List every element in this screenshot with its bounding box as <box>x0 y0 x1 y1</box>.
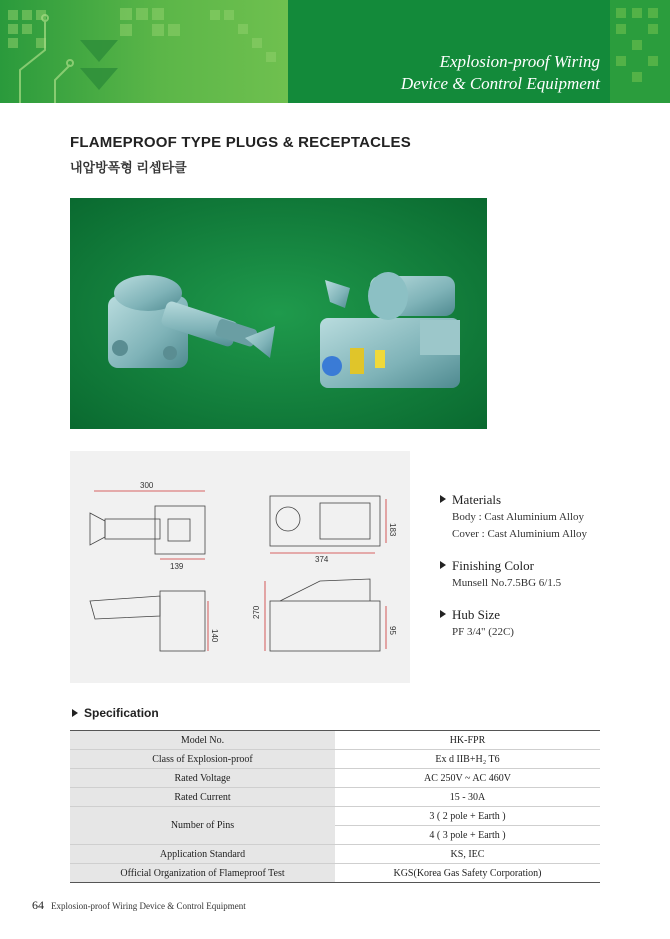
finishing-block <box>440 557 640 592</box>
hub-value: PF 3/4" (22C) <box>452 626 514 638</box>
table-key: Official Organization of Flameproof Test <box>70 864 335 883</box>
table-key: Model No. <box>70 731 335 750</box>
table-row <box>70 769 600 788</box>
table-row <box>70 845 600 864</box>
table-value: Ex d IIB+H₂ T6 <box>335 750 600 769</box>
table-row <box>70 750 600 769</box>
table-value: KGS(Korea Gas Safety Corporation) <box>335 864 600 883</box>
banner-title <box>401 51 600 95</box>
table-value: 15 - 30A <box>335 788 600 807</box>
table-value: 3 ( 2 pole + Earth ) <box>335 807 600 826</box>
spec-details <box>440 491 640 655</box>
table-key: Rated Voltage <box>70 769 335 788</box>
header-banner <box>0 0 670 103</box>
dim-label-183: 183 <box>388 523 397 537</box>
finishing-heading-label: Finishing Color <box>452 558 534 573</box>
materials-cover: Cover : Cast Aluminium Alloy <box>452 528 588 540</box>
circuit-squares-graphic <box>610 0 670 103</box>
circuit-pattern-graphic <box>0 0 288 103</box>
materials-heading <box>440 491 640 509</box>
materials-body: Body : Cast Aluminium Alloy <box>452 511 585 523</box>
dim-label-95: 95 <box>388 626 397 635</box>
materials-heading-label: Materials <box>452 492 502 507</box>
hub-heading-label: Hub Size <box>452 607 501 622</box>
banner-title-line2: Device & Control Equipment <box>400 74 600 93</box>
dim-label-139: 139 <box>170 562 184 571</box>
specification-heading <box>72 706 159 720</box>
banner-right-stripe <box>610 0 670 103</box>
table-key: Class of Explosion-proof <box>70 750 335 769</box>
dimension-drawing <box>70 451 410 683</box>
product-photo <box>70 198 487 429</box>
finishing-heading <box>440 557 640 575</box>
bullet-triangle-icon <box>440 610 446 618</box>
specification-table <box>70 730 600 883</box>
page-title: FLAMEPROOF TYPE PLUGS & RECEPTACLES <box>70 134 411 151</box>
receptacle-photo-illustration <box>70 198 487 429</box>
materials-block <box>440 491 640 543</box>
table-value: AC 250V ~ AC 460V <box>335 769 600 788</box>
table-row <box>70 731 600 750</box>
dim-label-270: 270 <box>252 605 261 619</box>
dim-label-374: 374 <box>315 555 329 564</box>
table-value: KS, IEC <box>335 845 600 864</box>
banner-title-line1: Explosion-proof Wiring <box>439 52 600 71</box>
hub-heading <box>440 606 640 624</box>
table-row <box>70 864 600 883</box>
bullet-triangle-icon <box>440 495 446 503</box>
circuit-pattern-decoration <box>0 0 288 103</box>
finishing-value: Munsell No.7.5BG 6/1.5 <box>452 577 562 589</box>
table-key: Application Standard <box>70 845 335 864</box>
hub-block <box>440 606 640 641</box>
bullet-triangle-icon <box>72 709 78 717</box>
table-row <box>70 788 600 807</box>
table-key: Number of Pins <box>70 807 335 845</box>
dimension-drawing-panel <box>70 451 410 683</box>
dim-label-140: 140 <box>210 629 219 643</box>
table-row <box>70 807 600 826</box>
footer-text: Explosion-proof Wiring Device & Control Equipment <box>51 901 246 911</box>
dim-label-300: 300 <box>140 481 154 490</box>
page-footer <box>32 898 246 913</box>
table-value: 4 ( 3 pole + Earth ) <box>335 826 600 845</box>
page-subtitle-korean: 내압방폭형 리셉타클 <box>70 160 187 175</box>
right-receptacle <box>320 272 460 388</box>
bullet-triangle-icon <box>440 561 446 569</box>
table-key: Rated Current <box>70 788 335 807</box>
page-number: 64 <box>32 898 44 912</box>
table-value: HK-FPR <box>335 731 600 750</box>
specification-heading-label: Specification <box>84 706 159 720</box>
